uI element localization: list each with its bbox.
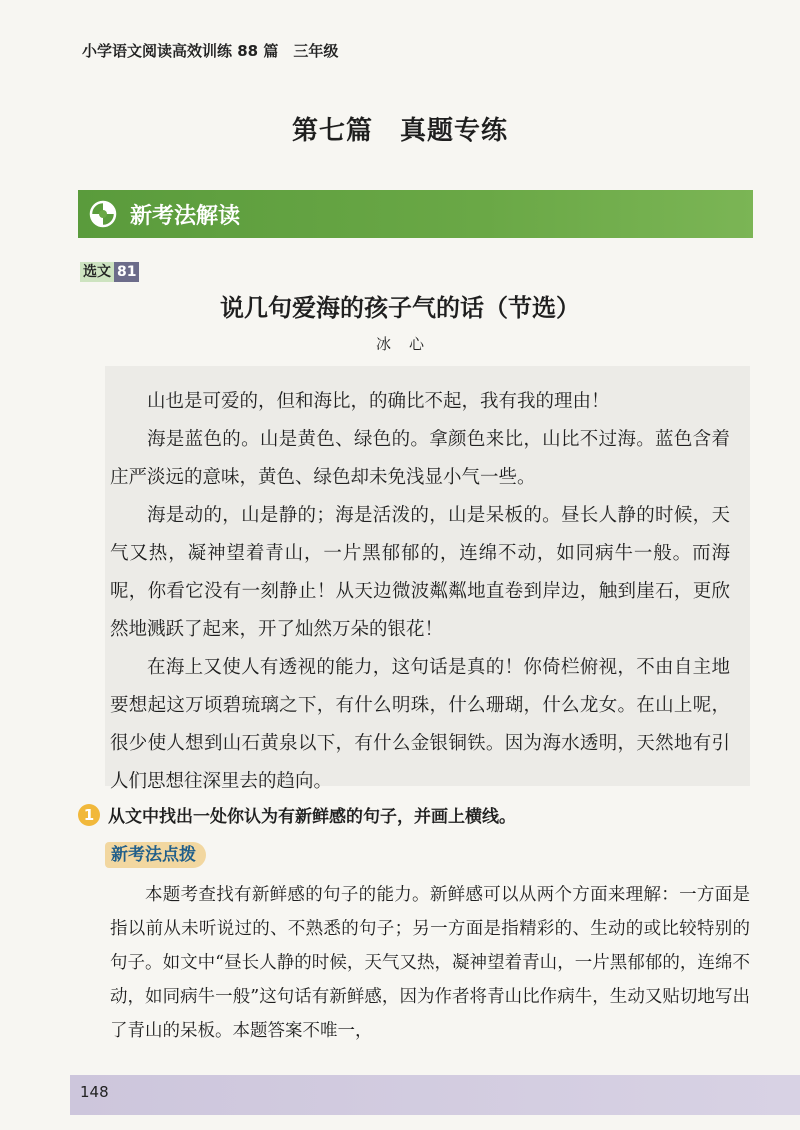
- passage-paragraph: 山也是可爱的，但和海比，的确比不起，我有我的理由！: [147, 391, 610, 412]
- selection-tag-number: 81: [114, 262, 139, 282]
- tips-label: 新考法点拨: [105, 842, 206, 868]
- footer-bar: [70, 1075, 800, 1115]
- passage-paragraph: 在海上又使人有透视的能力，这句话是真的！你倚栏俯视，不由自主地要想起这万顷碧琉璃之下，有什么明珠，什么珊瑚，什么龙女。在山上呢，很少使人想到山石黄泉以下，有什么金银铜铁。因为海水透明，天然地有引人们思想往深里去的趋向。: [110, 657, 730, 792]
- question-1: [78, 802, 516, 827]
- section-banner: [78, 190, 753, 238]
- question-number-badge: 1: [78, 804, 100, 826]
- chapter-title: 第七篇 真题专练: [291, 116, 508, 146]
- selection-tag-label: 选文: [80, 262, 114, 282]
- passage: [110, 383, 730, 801]
- book-header: 小学语文阅读高效训练 88 篇 三年级: [82, 42, 339, 60]
- passage-paragraph: 海是蓝色的。山是黄色、绿色的。拿颜色来比，山比不过海。蓝色含着庄严淡远的意味，黄色、绿色却未免浅显小气一些。: [110, 429, 730, 488]
- article-title: 说几句爱海的孩子气的话（节选）: [220, 294, 580, 322]
- tips-explanation: [110, 878, 750, 1048]
- passage-paragraph: 海是动的，山是静的；海是活泼的，山是呆板的。昼长人静的时候，天气又热，凝神望着青山，一片黑郁郁的，连绵不动，如同病牛一般。而海呢，你看它没有一刻静止！从天边微波粼粼地直卷到岸边，触到崖石，更欣然地溅跃了起来，开了灿然万朵的银花！: [110, 505, 730, 640]
- question-text: 从文中找出一处你认为有新鲜感的句子，并画上横线。: [108, 807, 516, 827]
- page-number: 148: [80, 1083, 109, 1101]
- selection-tag: [80, 262, 139, 282]
- tips-paragraph: 本题考查找有新鲜感的句子的能力。新鲜感可以从两个方面来理解：一方面是指以前从未听说过的、不熟悉的句子；另一方面是指精彩的、生动的或比较特别的句子。如文中“昼长人静的时候，天气又热，凝神望着青山，一片黑郁郁的，连绵不动，如同病牛一般”这句话有新鲜感，因为作者将青山比作病牛，生动又贴切地写出了青山的呆板。本题答案不唯一，: [110, 885, 750, 1041]
- article-author: 冰心: [375, 335, 442, 353]
- section-title: 新考法解读: [130, 203, 241, 229]
- swirl-logo-icon: [88, 199, 118, 229]
